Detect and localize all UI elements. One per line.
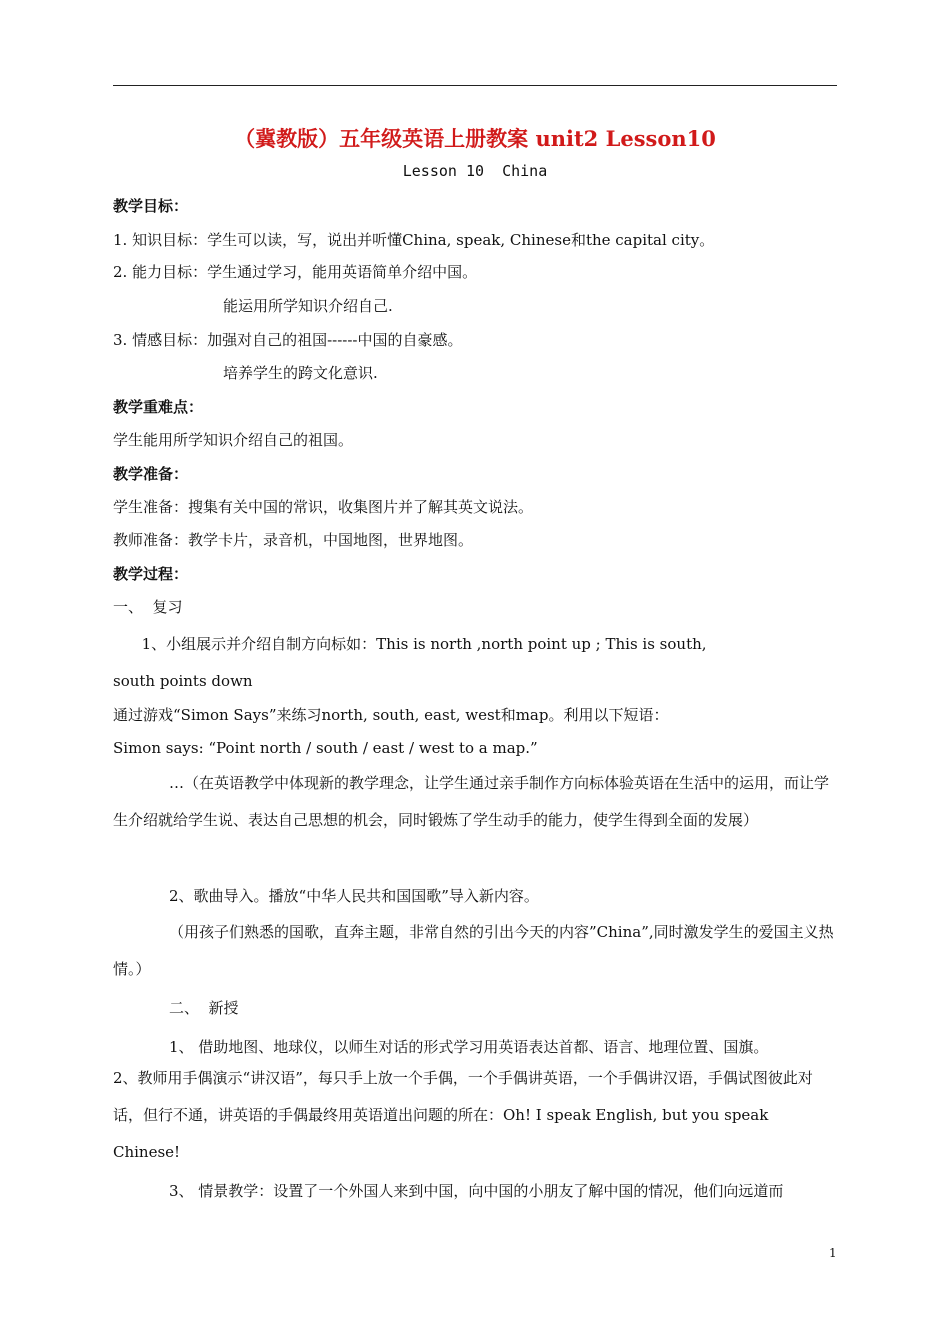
review-heading: 一、 复习 xyxy=(113,598,183,616)
new-teaching-heading: 二、 新授 xyxy=(169,999,239,1017)
song-intro: 2、歌曲导入。播放“中华人民共和国国歌”导入新内容。 xyxy=(169,887,539,905)
student-preparation: 学生准备：搜集有关中国的常识，收集图片并了解其英文说法。 xyxy=(113,498,534,516)
simon-says-phrase: Simon says: “Point north / south / east / west to a map.” xyxy=(113,739,538,757)
key-points-text: 学生能用所学知识介绍自己的祖国。 xyxy=(113,431,354,449)
objective-1: 1. 知识目标：学生可以读，写，说出并听懂China, speak, Chinese和the capital city。 xyxy=(113,231,715,249)
page-number: 1 xyxy=(829,1246,837,1260)
lesson-subtitle: Lesson 10 China xyxy=(402,162,548,180)
key-points-heading: 教学重难点： xyxy=(113,398,204,416)
objectives-heading: 教学目标： xyxy=(113,197,189,215)
review-paragraph-1-continued: south points down xyxy=(113,672,253,690)
objective-2: 2. 能力目标：学生通过学习，能用英语简单介绍中国。 xyxy=(113,263,478,281)
new-teaching-item-1: 1、 借助地图、地球仪，以师生对话的形式学习用英语表达首都、语言、地理位置、国旗。 xyxy=(169,1038,769,1056)
simon-says-paragraph: 通过游戏“Simon Says”来练习north, south, east, west和map。利用以下短语： xyxy=(113,706,669,724)
document-title: （冀教版）五年级英语上册教案 unit2 Lesson10 xyxy=(234,126,716,151)
new-teaching-item-3: 3、 情景教学：设置了一个外国人来到中国，向中国的小朋友了解中国的情况，他们向远道而 xyxy=(169,1182,784,1200)
objective-3: 3. 情感目标：加强对自己的祖国------中国的自豪感。 xyxy=(113,331,463,349)
preparation-heading: 教学准备： xyxy=(113,465,189,483)
objective-2-continued: 能运用所学知识介绍自己. xyxy=(223,297,393,315)
header-rule xyxy=(113,85,837,86)
review-note: …（在英语教学中体现新的教学理念，让学生通过亲手制作方向标体验英语在生活中的运用，而让学生介绍就给学生说、表达自己思想的机会，同时锻炼了学生动手的能力，使学生得到全面的发展） xyxy=(113,774,830,829)
objective-3-continued: 培养学生的跨文化意识. xyxy=(223,364,378,382)
process-heading: 教学过程： xyxy=(113,565,189,583)
song-note: （用孩子们熟悉的国歌，直奔主题，非常自然的引出今天的内容”China”,同时激发学生的爱国主义热情。） xyxy=(113,923,834,978)
new-teaching-item-2: 2、教师用手偶演示“讲汉语”，每只手上放一个手偶，一个手偶讲英语，一个手偶讲汉语，手偶试图彼此对话，但行不通，讲英语的手偶最终用英语道出问题的所在：Oh! I speak English, but you speak Chinese! xyxy=(113,1069,813,1161)
review-paragraph-1: 1、小组展示并介绍自制方向标如：This is north ,north point up ; This is south, xyxy=(113,635,707,653)
teacher-preparation: 教师准备：教学卡片，录音机，中国地图，世界地图。 xyxy=(113,531,474,549)
